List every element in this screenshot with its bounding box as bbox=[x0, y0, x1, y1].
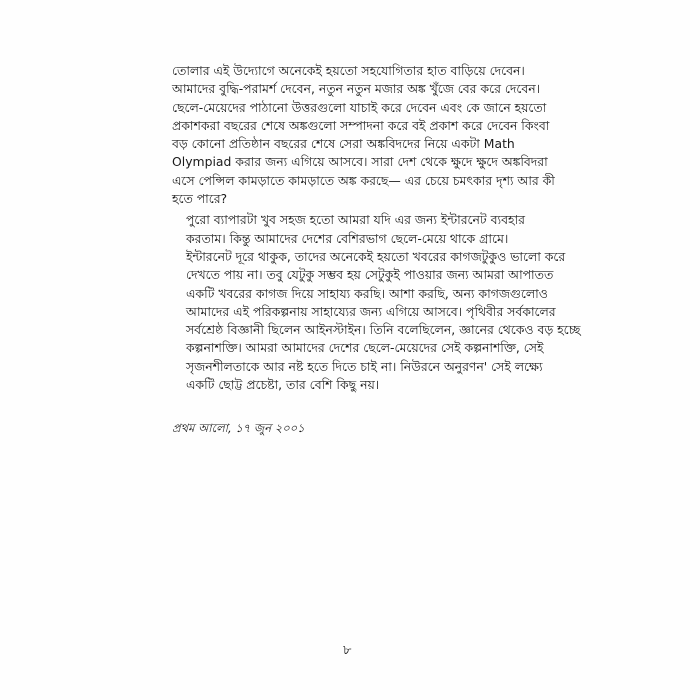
text-line: একটি ছোট্ট প্রচেষ্টা, তার বেশি কিছু নয়। bbox=[186, 377, 380, 393]
text-line: কল্পনাশক্তি। আমরা আমাদের দেশের ছেলে-মেয়েদের সেই কল্পনাশক্তি, সেই bbox=[186, 340, 544, 356]
text-line: তোলার এই উদ্যোগে অনেকেই হয়তো সহযোগিতার হাত বাড়িয়ে দেবেন। bbox=[172, 63, 525, 78]
text-line: বড় কোনো প্রতিষ্ঠান বছরের শেষে সেরা অঙ্কবিদদের নিয়ে একটা Math bbox=[172, 136, 515, 152]
paragraph-2 bbox=[172, 211, 581, 394]
text-line: Olympiad করার জন্য এগিয়ে আসবে। সারা দেশ থেকে ক্ষুদে ক্ষুদে অঙ্কবিদরা bbox=[172, 154, 548, 170]
text-line: প্রকাশকরা বছরের শেষে অঙ্কগুলো সম্পাদনা করে বই প্রকাশ করে দেবেন কিংবা bbox=[172, 117, 550, 133]
text-line: দেখতে পায় না। তবু যেটুকু সম্ভব হয় সেটুকুই পাওয়ার জন্য আমরা আপাতত bbox=[186, 267, 554, 283]
text-line: সৃজনশীলতাকে আর নষ্ট হতে দিতে চাই না। নিউরনে অনুরণন' সেই লক্ষ্যে bbox=[186, 358, 543, 374]
text-line: ইন্টারনেট দূরে থাকুক, তাদের অনেকেই হয়তো খবরের কাগজটুকুও ভালো করে bbox=[186, 248, 566, 264]
text-line: একটি খবরের কাগজ দিয়ে সাহায্য করছি। আশা করছি, অন্য কাগজগুলোও bbox=[186, 285, 548, 301]
paragraph-1 bbox=[172, 62, 555, 208]
text-line: ছেলে-মেয়েদের পাঠানো উত্তরগুলো যাচাই করে দেবেন এবং কে জানে হয়তো bbox=[172, 99, 547, 115]
text-line: সর্বশ্রেষ্ঠ বিজ্ঞানী ছিলেন আইনস্টাইন। তিনি বলেছিলেন, জ্ঞানের থেকেও বড় হচ্ছে bbox=[186, 322, 581, 338]
page-number: ৮ bbox=[343, 643, 352, 658]
text-line: করতাম। কিন্তু আমাদের দেশের বেশিরভাগ ছেলে-মেয়ে থাকে গ্রামে। bbox=[186, 230, 509, 246]
text-line: আমাদের বুদ্ধি-পরামর্শ দেবেন, নতুন নতুন মজার অঙ্ক খুঁজে বের করে দেবেন। bbox=[172, 81, 541, 97]
body-text bbox=[172, 62, 581, 394]
text-line: এসে পেন্সিল কামড়াতে কামড়াতে অঙ্ক করছে— এর চেয়ে চমৎকার দৃশ্য আর কী bbox=[172, 172, 555, 188]
text-line: হতে পারে? bbox=[172, 191, 228, 207]
source-citation: প্রথম আলো, ১৭ জুন ২০০১ bbox=[172, 421, 305, 435]
text-line: আমাদের এই পরিকল্পনায় সাহায্যের জন্য এগিয়ে আসবে। পৃথিবীর সর্বকালের bbox=[186, 303, 556, 319]
text-line: পুরো ব্যাপারটা খুব সহজ হতো আমরা যদি এর জন্য ইন্টারনেট ব্যবহার bbox=[186, 212, 525, 228]
